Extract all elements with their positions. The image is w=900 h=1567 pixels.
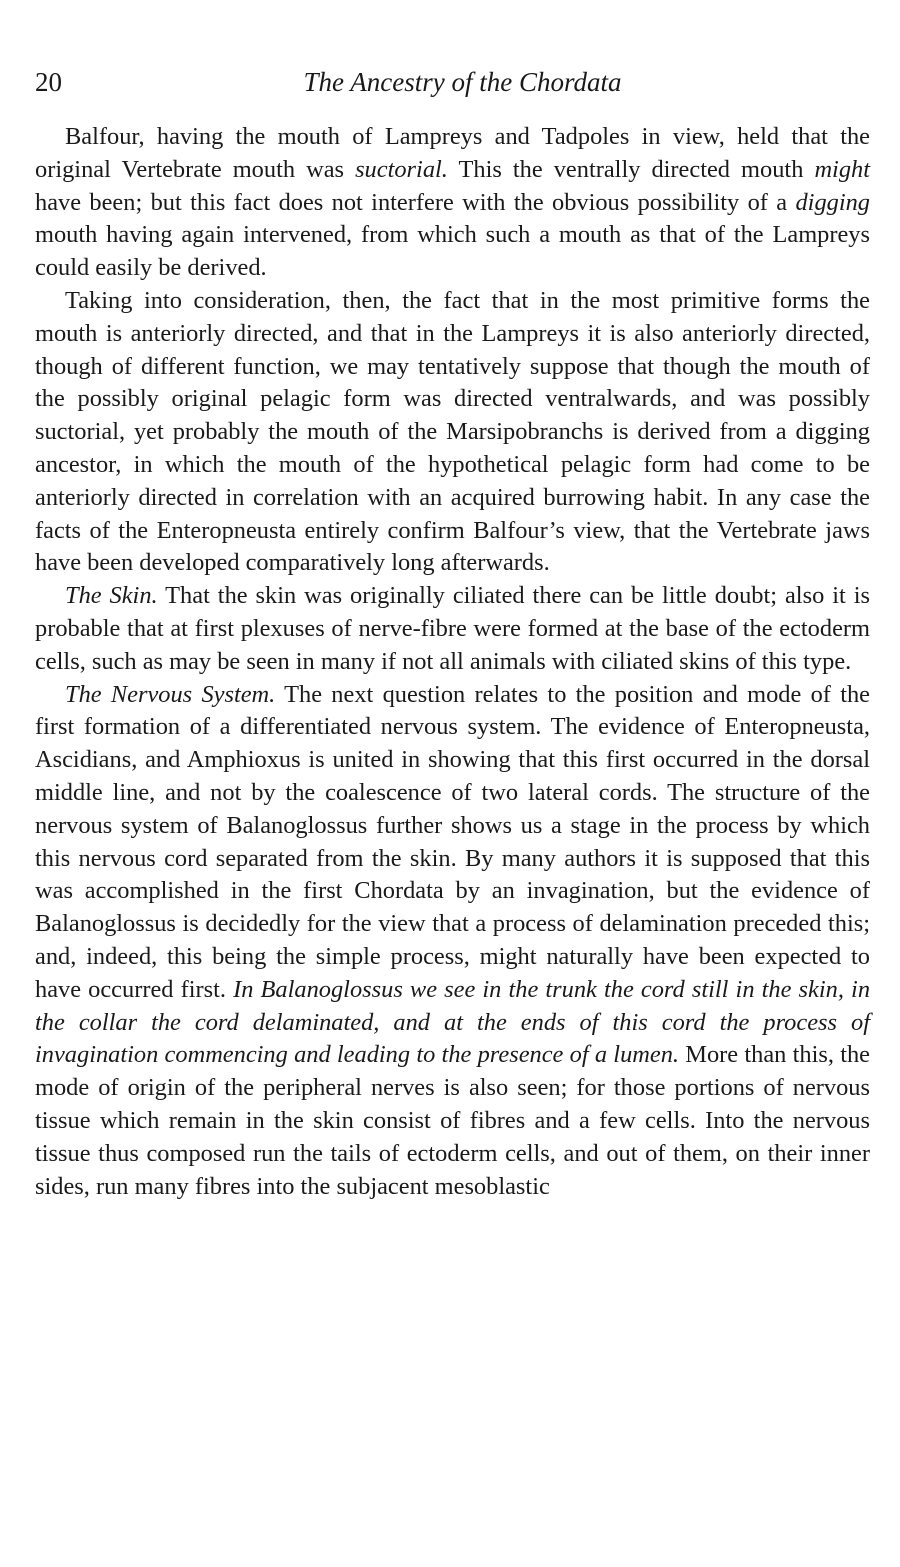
paragraph-text: have been; but this fact does not interfere with the obvious possibility of a xyxy=(35,188,796,216)
paragraph-text: Balfour, having the mouth of Lampreys and Tadpoles in view, held that the original Vertebrate mouth was xyxy=(35,123,870,183)
section-heading-nervous-system: The Nervous System. xyxy=(65,680,276,708)
paragraph-skin xyxy=(35,580,870,678)
paragraph-text: Taking into consideration, then, the fact that in the most primitive forms the mouth is anteriorly directed, and that in the Lampreys it is also anteriorly directed, though of different function, we may tentatively suppose that though the mouth of the possibly original pelagic form was directed ventralwards, and was possibly suctorial, yet probably the mouth of the Marsipobranchs is derived from a digging ancestor, in which the mouth of the hypothetical pelagic form had come to be anteriorly directed in correlation with an acquired burrowing habit. In any case the facts of the Enteropneusta entirely confirm Balfour’s view, that the Vertebrate jaws have been developed comparatively long afterwards. xyxy=(35,286,870,577)
paragraph-text: That the skin was originally ciliated there can be little doubt; also it is probable that at first plexuses of nerve-fibre were formed at the base of the ectoderm cells, such as may be seen in many if not all animals with ciliated skins of this type. xyxy=(35,582,870,675)
paragraph-text: More than this, the mode of origin of the peripheral nerves is also seen; for those portions of nervous tissue which remain in the skin consist of fibres and a few cells. Into the nervous tissue thus composed run the tails of ectoderm cells, and out of them, on their inner sides, run many fibres into the subjacent mesoblastic xyxy=(35,1041,870,1200)
paragraph-mouth-direction xyxy=(35,285,870,580)
paragraph-nervous-system xyxy=(35,679,870,1204)
paragraph-mouth-suctorial xyxy=(35,121,870,285)
paragraph-text: This the ventrally directed mouth xyxy=(447,155,815,183)
body-text xyxy=(35,121,870,1203)
running-head xyxy=(35,62,870,102)
emphasis-might: might xyxy=(814,155,870,183)
emphasis-suctorial: suctorial. xyxy=(355,155,448,183)
paragraph-text: mouth having again intervened, from which such a mouth as that of the Lampreys could easily be derived. xyxy=(35,221,870,282)
page-number: 20 xyxy=(35,67,62,97)
section-heading-skin: The Skin. xyxy=(65,582,158,610)
paragraph-text: The next question relates to the position and mode of the first formation of a differentiated nervous system. The evidence of Enteropneusta, Ascidians, and Amphioxus is united in showing that this first occurred in the dorsal middle line, and not by the coalescence of two lateral cords. The structure of the nervous system of Balanoglossus further shows us a stage in the process by which this nervous cord separated from the skin. By many authors it is supposed that this was accomplished in the first Chordata by an invagination, but the evidence of Balanoglossus is decidedly for the view that a process of delamination preceded this; and, indeed, this being the simple process, might naturally have been expected to have occurred first. xyxy=(35,680,870,1003)
emphasis-digging: digging xyxy=(795,188,870,216)
emphasis-balanoglossus: In Balanoglossus we see in the trunk the cord still in the skin, in the collar the cord delaminated, and at the ends of this cord the process of invagination commencing and leading to the presence of a lumen. xyxy=(35,975,871,1069)
running-title: The Ancestry of the Chordata xyxy=(303,67,622,97)
book-page xyxy=(35,62,870,1203)
